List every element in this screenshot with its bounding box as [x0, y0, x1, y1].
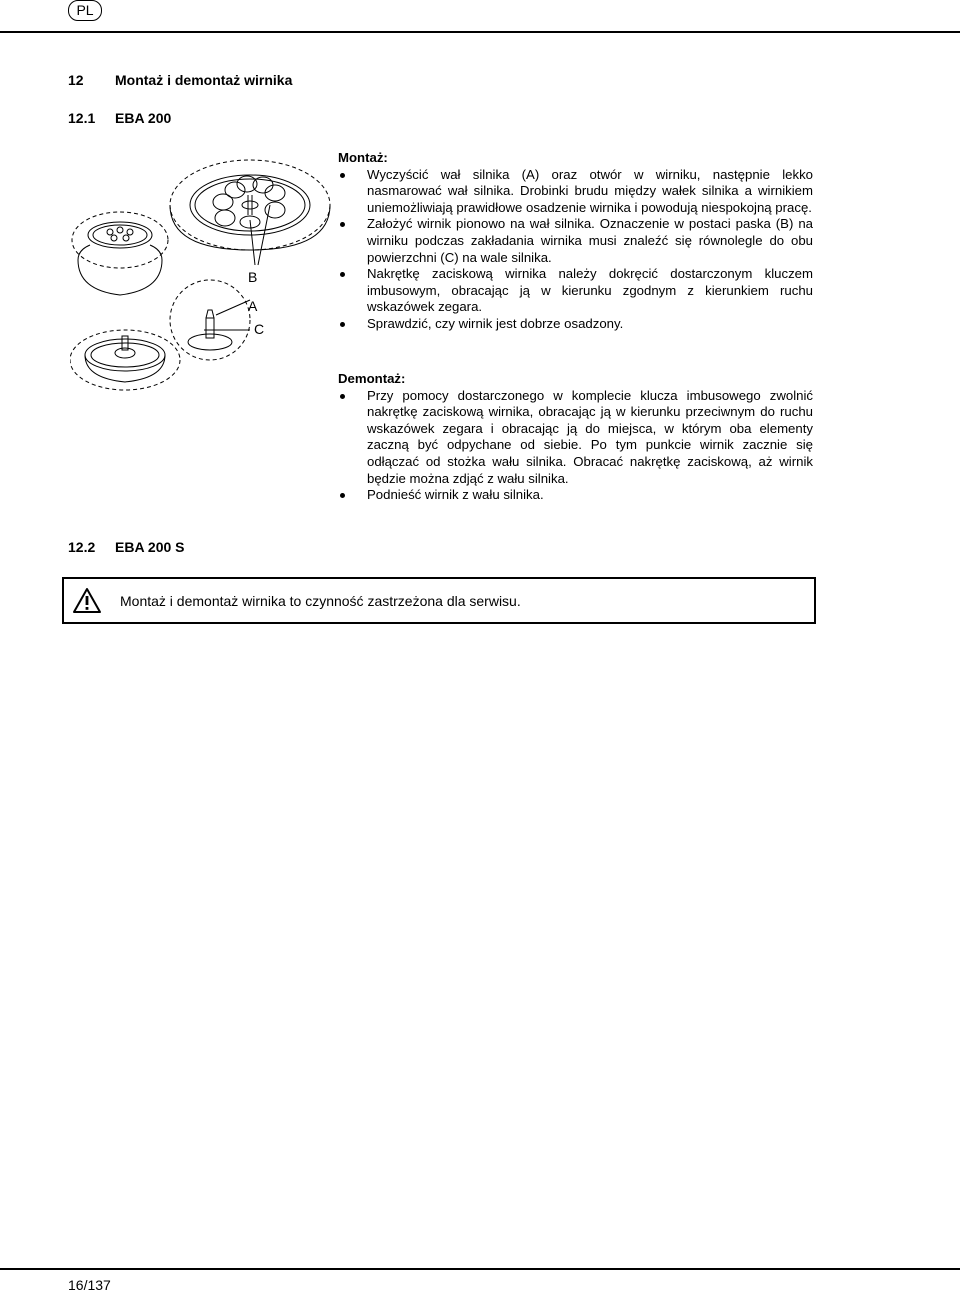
- section-title: EBA 200 S: [115, 539, 185, 555]
- section-number: 12.1: [68, 110, 96, 126]
- section-number: 12: [68, 72, 84, 88]
- rotor-mounting-figure: [70, 150, 340, 400]
- label-c: C: [254, 321, 265, 337]
- section-title: Montaż i demontaż wirnika: [115, 72, 293, 88]
- demontaz-list: [338, 388, 813, 504]
- footer-rule: [0, 1268, 960, 1270]
- montaz-title: Montaż:: [338, 150, 388, 165]
- label-b: B: [248, 269, 258, 285]
- list-item: Nakrętkę zaciskową wirnika należy dokręcić dostarczonym kluczem imbusowym, obracając ją w kierunku zgodnym z kierunkiem ruchu wskazówek zegara.: [338, 266, 813, 316]
- warning-triangle-icon: [64, 579, 110, 622]
- demontaz-title: Demontaż:: [338, 371, 406, 386]
- montaz-list: [338, 167, 813, 333]
- list-item: Przy pomocy dostarczonego w komplecie klucza imbusowego zwolnić nakrętkę zaciskową wirnika, obracając ją w kierunku przeciwnym do ruchu wskazówek zegara i obracając ją do miejsca, w którym oba elementy zaczną być odpychane od siebie. Po tym punkcie wirnik zacznie się odłączać od stożka wału silnika. Obracać nakrętkę zaciskową, aż wirnik będzie można zdjąć z wału silnika.: [338, 388, 813, 488]
- demontaz-section: [338, 371, 813, 504]
- list-item: Podnieść wirnik z wału silnika.: [338, 487, 813, 504]
- section-title: EBA 200: [115, 110, 172, 126]
- list-item: Wyczyścić wał silnika (A) oraz otwór w wirniku, następnie lekko nasmarować wał silnika. Drobinki brudu między wałek silnika a wirnikiem uniemożliwiają prawidłowe osadzenie wirnika i powodują niespokojną pracę.: [338, 167, 813, 217]
- label-a: A: [248, 298, 258, 314]
- language-badge: PL: [68, 0, 102, 21]
- list-item: Sprawdzić, czy wirnik jest dobrze osadzony.: [338, 316, 813, 333]
- header-rule: [0, 31, 960, 33]
- section-heading-12-2: [68, 539, 185, 555]
- section-heading-12: [68, 72, 292, 88]
- page-number: 16/137: [68, 1277, 111, 1293]
- section-number: 12.2: [68, 539, 96, 555]
- list-item: Założyć wirnik pionowo na wał silnika. Oznaczenie w postaci paska (B) na wirniku podczas zakładania wirnika musi znaleźć się równolegle do obu powierzchni (C) na wale silnika.: [338, 216, 813, 266]
- warning-text: Montaż i demontaż wirnika to czynność zastrzeżona dla serwisu.: [120, 592, 521, 609]
- section-heading-12-1: [68, 110, 171, 126]
- montaz-section: [338, 150, 813, 333]
- warning-box: [62, 577, 816, 624]
